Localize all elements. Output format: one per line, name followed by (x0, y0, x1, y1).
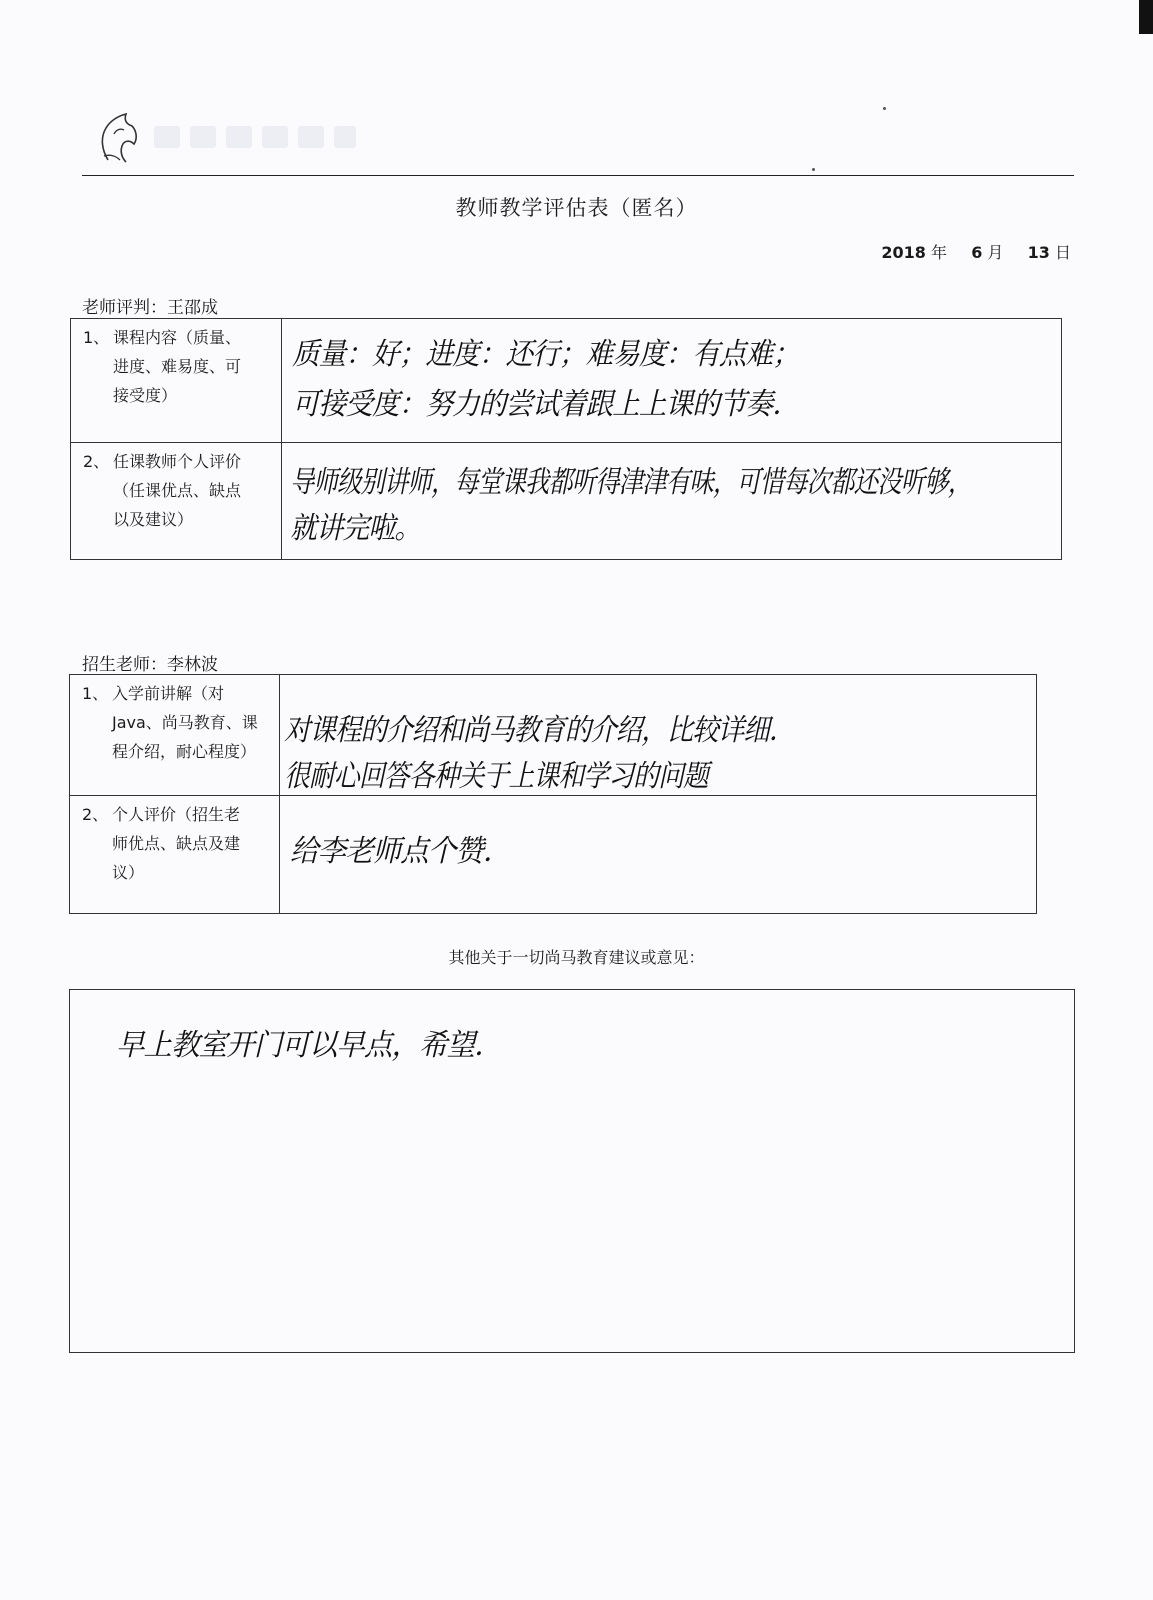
question-number: 2、 (82, 805, 109, 824)
handwritten-answer: 早上教室开门可以早点，希望． (116, 1028, 502, 1063)
date-day-unit: 日 (1054, 243, 1071, 262)
date-year-unit: 年 (930, 243, 947, 262)
header-rule (82, 175, 1074, 176)
question-text: 师优点、缺点及建 (112, 834, 241, 853)
question-text: 入学前讲解（对 (112, 684, 225, 703)
question-text: 课程内容（质量、 (113, 328, 242, 347)
question-cell (71, 443, 282, 560)
handwritten-answer: 导师级别讲师，每堂课我都听得津津有味，可惜每次都还没听够， (290, 465, 972, 500)
question-number: 1、 (82, 684, 109, 703)
answer-cell (280, 796, 1037, 914)
question-text: （任课优点、缺点 (113, 481, 242, 500)
scan-speck (883, 107, 886, 110)
question-cell (70, 675, 280, 796)
question-cell (70, 796, 280, 914)
question-text: 接受度） (113, 386, 178, 405)
handwritten-answer: 就讲完啦。 (290, 511, 421, 546)
question-text: 议） (112, 863, 145, 882)
question-number: 1、 (83, 328, 110, 347)
table-row (71, 319, 1062, 443)
question-cell (71, 319, 282, 443)
form-date (881, 240, 1071, 263)
date-month: 6 (971, 243, 983, 262)
handwritten-answer: 可接受度：努力的尝试着跟上上课的节奏． (292, 387, 799, 422)
table-row (71, 443, 1062, 560)
teacher-evaluation-table (70, 318, 1062, 560)
answer-cell (280, 675, 1037, 796)
date-month-unit: 月 (987, 243, 1004, 262)
table-row (70, 796, 1037, 914)
answer-cell (282, 443, 1062, 560)
question-text: 进度、难易度、可 (113, 357, 242, 376)
handwritten-answer: 质量：好；进度：还行；难易度：有点难； (292, 337, 799, 372)
handwritten-answer: 对课程的介绍和尚马教育的介绍，比较详细． (284, 713, 795, 748)
question-text: 个人评价（招生老 (112, 805, 241, 824)
logo-watermark (150, 120, 360, 154)
enroll-section-label: 招生老师：李林波 (82, 655, 218, 675)
scan-edge-mark (1139, 0, 1153, 34)
enroll-evaluation-table (69, 674, 1037, 914)
question-text: 以及建议） (113, 510, 194, 529)
answer-cell (282, 319, 1062, 443)
other-suggestions-label: 其他关于一切尚马教育建议或意见： (448, 948, 705, 967)
page-title: 教师教学评估表（匿名） (455, 196, 698, 220)
question-text: 程介绍，耐心程度） (112, 742, 257, 761)
date-day: 13 (1027, 243, 1050, 262)
handwritten-answer: 给李老师点个赞． (290, 834, 511, 869)
handwritten-answer: 很耐心回答各种关于上课和学习的问题 (284, 759, 708, 794)
scan-speck (812, 168, 815, 171)
horse-logo-icon (96, 110, 142, 164)
other-suggestions-box (69, 989, 1075, 1353)
question-text: Java、尚马教育、课 (112, 713, 258, 732)
question-number: 2、 (83, 452, 110, 471)
teacher-section-label: 老师评判：王邵成 (82, 298, 218, 318)
table-row (70, 675, 1037, 796)
question-text: 任课教师个人评价 (113, 452, 242, 471)
date-year: 2018 (881, 243, 926, 262)
